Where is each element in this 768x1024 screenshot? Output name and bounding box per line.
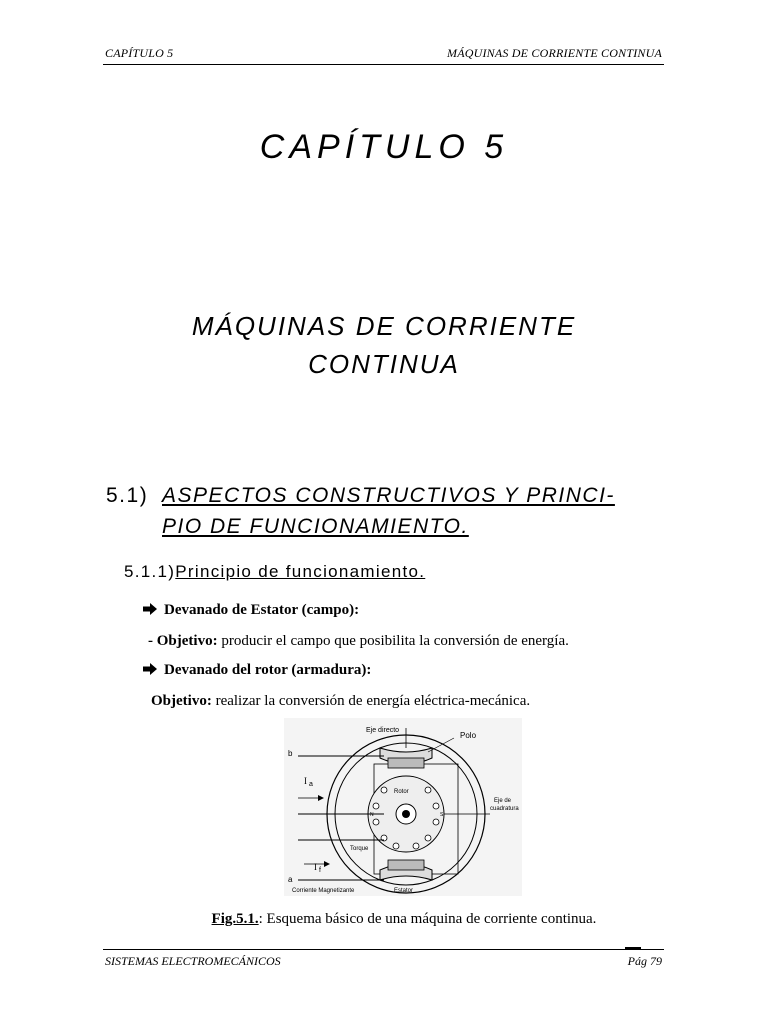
objective-stator <box>148 633 569 650</box>
objective-rotor-text: realizar la conversión de energía eléctrica-mecánica. <box>211 693 531 709</box>
footer-page-number: Pág 79 <box>627 954 662 968</box>
bullet-stator <box>142 602 359 619</box>
section-number: 5.1) <box>106 484 149 507</box>
pole-bottom-winding <box>388 860 424 870</box>
label-corriente: Corriente Magnetizante <box>292 888 355 894</box>
footer-divider <box>103 949 664 950</box>
main-title <box>0 307 768 383</box>
objective-stator-text: producir el campo que posibilita la conversión de energía. <box>217 633 569 649</box>
bullet-rotor-label: Devanado del rotor (armadura): <box>164 662 372 678</box>
subsection-title: Principio de funcionamiento. <box>175 562 426 581</box>
objective-rotor-label: Objetivo: <box>151 693 212 709</box>
label-s: S <box>440 812 444 818</box>
objective-rotor <box>151 693 530 710</box>
main-title-line2: CONTINUA <box>308 349 460 379</box>
shaft-center <box>402 810 410 818</box>
right-arrow-icon <box>142 662 158 676</box>
label-ia: I <box>304 776 307 786</box>
pole-top-winding <box>388 758 424 768</box>
header-title: MÁQUINAS DE CORRIENTE CONTINUA <box>447 46 662 60</box>
main-title-line1: MÁQUINAS DE CORRIENTE <box>191 311 577 341</box>
label-eje-cuadratura-2: cuadratura <box>490 806 519 812</box>
dc-machine-diagram <box>284 718 522 896</box>
label-if: I <box>314 862 317 872</box>
label-a: a <box>288 875 293 884</box>
label-estator: Estator <box>394 888 414 894</box>
label-if-sub: f <box>319 867 321 874</box>
label-eje-cuadratura-1: Eje de <box>494 798 512 804</box>
label-rotor: Rotor <box>394 789 409 795</box>
label-n: N <box>370 812 374 818</box>
chapter-title: CAPÍTULO 5 <box>259 128 509 166</box>
bullet-rotor <box>142 662 371 679</box>
label-torque: Torque <box>350 846 369 852</box>
footer-course: SISTEMAS ELECTROMECÁNICOS <box>105 954 281 968</box>
objective-stator-label: - Objetivo: <box>148 633 218 649</box>
label-b: b <box>288 749 293 758</box>
subsection-number: 5.1.1) <box>124 562 176 581</box>
header-divider <box>103 64 664 65</box>
subsection-heading <box>124 562 425 582</box>
bullet-stator-label: Devanado de Estator (campo): <box>164 602 360 618</box>
label-ia-sub: a <box>309 781 313 788</box>
footer-mark <box>625 947 641 949</box>
header-chapter: CAPÍTULO 5 <box>105 46 174 60</box>
figure-caption <box>0 911 768 928</box>
label-eje-directo: Eje directo <box>366 727 400 734</box>
section-title-line1: ASPECTOS CONSTRUCTIVOS Y PRINCI- <box>162 484 615 507</box>
right-arrow-icon <box>142 602 158 616</box>
section-title-line2: PIO DE FUNCIONAMIENTO. <box>162 515 469 538</box>
figure-caption-text: : Esquema básico de una máquina de corriente continua. <box>258 911 597 927</box>
label-polo: Polo <box>460 731 477 740</box>
figure-caption-label: Fig.5.1. <box>211 911 259 927</box>
